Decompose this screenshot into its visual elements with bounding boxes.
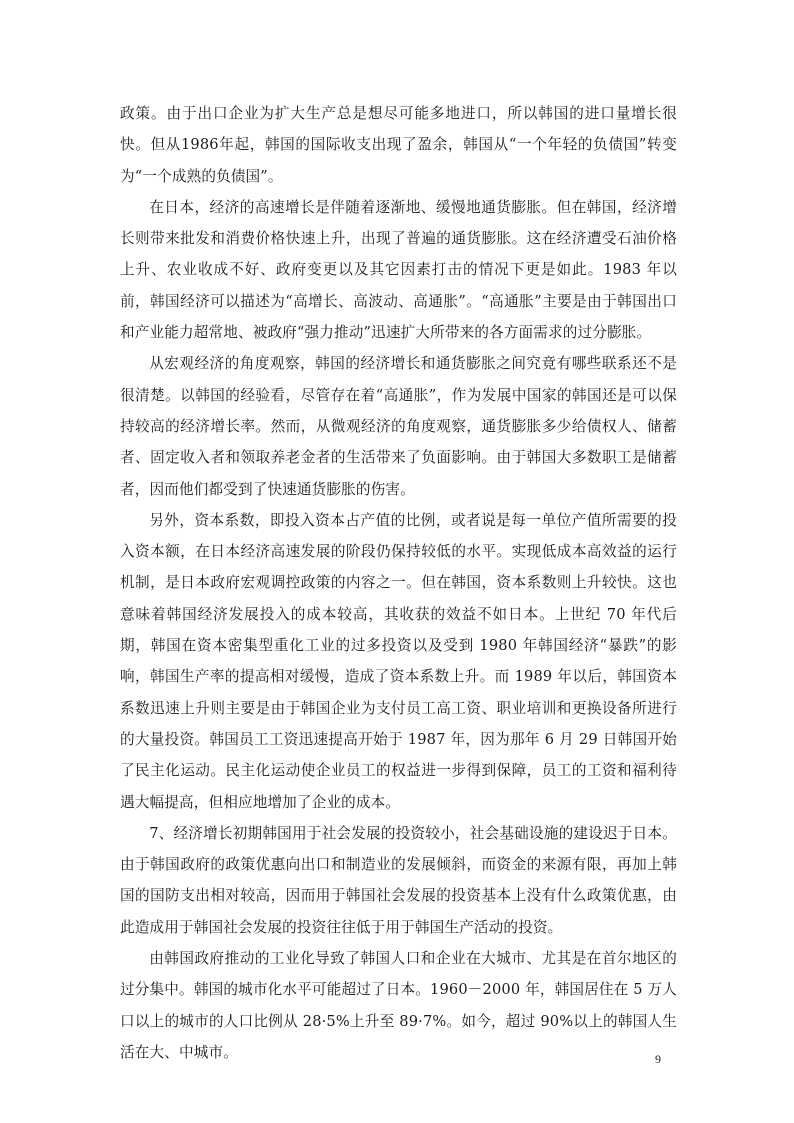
paragraph-2: 在日本，经济的高速增长是伴随着逐渐地、缓慢地通货膨胀。但在韩国，经济增长则带来批发和消费价格快速上升，出现了普遍的通货膨胀。这在经济遭受石油价格上升、农业收成不好、政府变更以及其它因素打击的情况下更是如此。1983 年以前，韩国经济可以描述为“高增长、高波动、高通胀”。“高通胀”主要是由于韩国出口和产业能力超常地、被政府“强力推动”迅速扩大所带来的各方面需求的过分膨胀。 [120,198,677,342]
document-page [120,98,677,1068]
paragraph-6: 由韩国政府推动的工业化导致了韩国人口和企业在大城市、尤其是在首尔地区的过分集中。韩国的城市化水平可能超过了日本。1960－2000 年，韩国居住在 5 万人口以上的城市的人口比例从 28·5%上升至 89·7%。如今，超过 90%以上的韩国人生活在大、中城市。 [120,950,677,1061]
paragraph-5: 7、经济增长初期韩国用于社会发展的投资较小，社会基础设施的建设迟于日本。由于韩国政府的政策优惠向出口和制造业的发展倾斜，而资金的来源有限，再加上韩国的国防支出相对较高，因而用于韩国社会发展的投资基本上没有什么政策优惠，由此造成用于韩国社会发展的投资往往低于用于韩国生产活动的投资。 [120,824,677,936]
paragraph-4: 另外，资本系数，即投入资本占产值的比例，或者说是每一单位产值所需要的投入资本额，在日本经济高速发展的阶段仍保持较低的水平。实现低成本高效益的运行机制，是日本政府宏观调控政策的内容之一。但在韩国，资本系数则上升较快。这也意味着韩国经济发展投入的成本较高，其收获的效益不如日本。上世纪 70 年代后期，韩国在资本密集型重化工业的过多投资以及受到 1980 年韩国经济“暴跌”的影响，韩国生产率的提高相对缓慢，造成了资本系数上升。而 1989 年以后，韩国资本系数迅速上升则主要是由于韩国企业为支付员工高工资、职业培训和更换设备所进行的大量投资。韩国员工工资迅速提高开始于 1987 年，因为那年 6 月 29 日韩国开始了民主化运动。民主化运动使企业员工的权益进一步得到保障，员工的工资和福利待遇大幅提高，但相应地增加了企业的成本。 [120,511,677,811]
paragraph-1: 政策。由于出口企业为扩大生产总是想尽可能多地进口，所以韩国的进口量增长很快。但从1986年起，韩国的国际收支出现了盈余，韩国从“一个年轻的负债国”转变为“一个成熟的负债国”。 [120,105,677,185]
page-number: 9 [655,1052,661,1066]
paragraph-3: 从宏观经济的角度观察，韩国的经济增长和通货膨胀之间究竟有哪些联系还不是很清楚。以韩国的经验看，尽管存在着“高通胀”，作为发展中国家的韩国还是可以保持较高的经济增长率。然而，从微观经济的角度观察，通货膨胀多少给债权人、储蓄者、固定收入者和领取养老金者的生活带来了负面影响。由于韩国大多数职工是储蓄者，因而他们都受到了快速通货膨胀的伤害。 [120,355,677,498]
